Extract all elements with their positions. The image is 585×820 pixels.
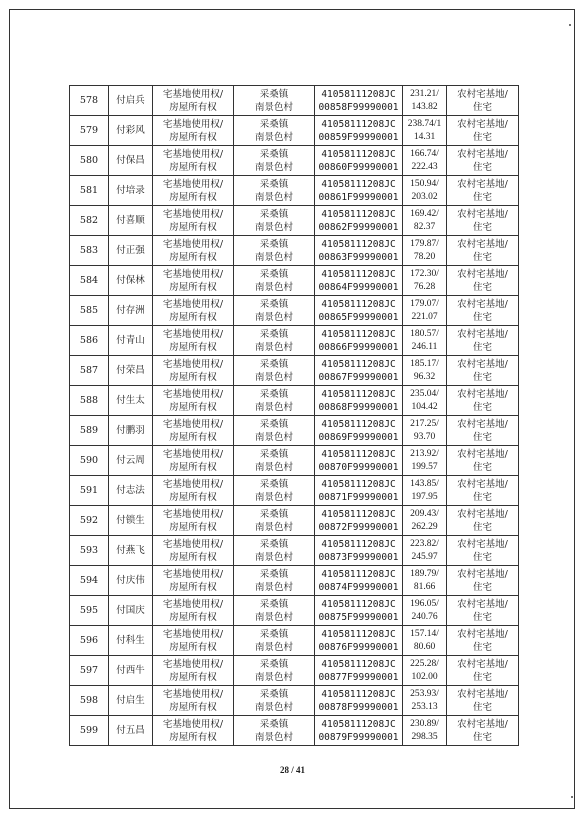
owner-name-cell: 付庆伟	[109, 566, 153, 596]
right-type-cell: 宅基地使用权/ 房屋所有权	[153, 356, 234, 386]
row-number-cell: 599	[70, 716, 109, 746]
page-number: 28 / 41	[279, 765, 305, 775]
location-cell: 采桑镇 南景色村	[234, 356, 315, 386]
area-cell: 180.57/ 246.11	[403, 326, 447, 356]
row-number-cell: 594	[70, 566, 109, 596]
table-row	[70, 506, 519, 536]
usage-cell: 农村宅基地/ 住宅	[447, 626, 519, 656]
location-cell: 采桑镇 南景色村	[234, 626, 315, 656]
area-cell: 166.74/ 222.43	[403, 146, 447, 176]
row-number-cell: 588	[70, 386, 109, 416]
right-type-cell: 宅基地使用权/ 房屋所有权	[153, 266, 234, 296]
area-cell: 217.25/ 93.70	[403, 416, 447, 446]
owner-name-cell: 付保林	[109, 266, 153, 296]
right-type-cell: 宅基地使用权/ 房屋所有权	[153, 86, 234, 116]
table-row	[70, 206, 519, 236]
row-number-cell: 586	[70, 326, 109, 356]
location-cell: 采桑镇 南景色村	[234, 686, 315, 716]
usage-cell: 农村宅基地/ 住宅	[447, 296, 519, 326]
row-number-cell: 583	[70, 236, 109, 266]
unit-code-cell: 41058111208JC 00865F99990001	[315, 296, 403, 326]
row-number-cell: 592	[70, 506, 109, 536]
right-type-cell: 宅基地使用权/ 房屋所有权	[153, 176, 234, 206]
unit-code-cell: 41058111208JC 00868F99990001	[315, 386, 403, 416]
owner-name-cell: 付云周	[109, 446, 153, 476]
right-type-cell: 宅基地使用权/ 房屋所有权	[153, 236, 234, 266]
location-cell: 采桑镇 南景色村	[234, 296, 315, 326]
unit-code-cell: 41058111208JC 00873F99990001	[315, 536, 403, 566]
location-cell: 采桑镇 南景色村	[234, 446, 315, 476]
owner-name-cell: 付青山	[109, 326, 153, 356]
right-type-cell: 宅基地使用权/ 房屋所有权	[153, 566, 234, 596]
row-number-cell: 595	[70, 596, 109, 626]
unit-code-cell: 41058111208JC 00872F99990001	[315, 506, 403, 536]
table-row	[70, 566, 519, 596]
row-number-cell: 590	[70, 446, 109, 476]
table-row	[70, 146, 519, 176]
usage-cell: 农村宅基地/ 住宅	[447, 656, 519, 686]
area-cell: 143.85/ 197.95	[403, 476, 447, 506]
table-row	[70, 326, 519, 356]
unit-code-cell: 41058111208JC 00866F99990001	[315, 326, 403, 356]
usage-cell: 农村宅基地/ 住宅	[447, 686, 519, 716]
location-cell: 采桑镇 南景色村	[234, 716, 315, 746]
area-cell: 209.43/ 262.29	[403, 506, 447, 536]
location-cell: 采桑镇 南景色村	[234, 386, 315, 416]
row-number-cell: 579	[70, 116, 109, 146]
location-cell: 采桑镇 南景色村	[234, 206, 315, 236]
row-number-cell: 580	[70, 146, 109, 176]
unit-code-cell: 41058111208JC 00863F99990001	[315, 236, 403, 266]
owner-name-cell: 付存洲	[109, 296, 153, 326]
table-row	[70, 356, 519, 386]
unit-code-cell: 41058111208JC 00869F99990001	[315, 416, 403, 446]
usage-cell: 农村宅基地/ 住宅	[447, 356, 519, 386]
right-type-cell: 宅基地使用权/ 房屋所有权	[153, 626, 234, 656]
row-number-cell: 581	[70, 176, 109, 206]
row-number-cell: 598	[70, 686, 109, 716]
owner-name-cell: 付科生	[109, 626, 153, 656]
owner-name-cell: 付培录	[109, 176, 153, 206]
location-cell: 采桑镇 南景色村	[234, 146, 315, 176]
area-cell: 235.04/ 104.42	[403, 386, 447, 416]
owner-name-cell: 付鹏羽	[109, 416, 153, 446]
usage-cell: 农村宅基地/ 住宅	[447, 146, 519, 176]
right-type-cell: 宅基地使用权/ 房屋所有权	[153, 146, 234, 176]
location-cell: 采桑镇 南景色村	[234, 86, 315, 116]
area-cell: 213.92/ 199.57	[403, 446, 447, 476]
table-row	[70, 686, 519, 716]
row-number-cell: 597	[70, 656, 109, 686]
usage-cell: 农村宅基地/ 住宅	[447, 386, 519, 416]
scan-speck	[569, 24, 571, 26]
right-type-cell: 宅基地使用权/ 房屋所有权	[153, 326, 234, 356]
row-number-cell: 589	[70, 416, 109, 446]
right-type-cell: 宅基地使用权/ 房屋所有权	[153, 446, 234, 476]
area-cell: 196.05/ 240.76	[403, 596, 447, 626]
location-cell: 采桑镇 南景色村	[234, 536, 315, 566]
usage-cell: 农村宅基地/ 住宅	[447, 446, 519, 476]
unit-code-cell: 41058111208JC 00875F99990001	[315, 596, 403, 626]
location-cell: 采桑镇 南景色村	[234, 266, 315, 296]
usage-cell: 农村宅基地/ 住宅	[447, 536, 519, 566]
unit-code-cell: 41058111208JC 00867F99990001	[315, 356, 403, 386]
usage-cell: 农村宅基地/ 住宅	[447, 716, 519, 746]
owner-name-cell: 付燕飞	[109, 536, 153, 566]
right-type-cell: 宅基地使用权/ 房屋所有权	[153, 206, 234, 236]
unit-code-cell: 41058111208JC 00861F99990001	[315, 176, 403, 206]
table-row	[70, 386, 519, 416]
unit-code-cell: 41058111208JC 00878F99990001	[315, 686, 403, 716]
area-cell: 223.82/ 245.97	[403, 536, 447, 566]
right-type-cell: 宅基地使用权/ 房屋所有权	[153, 536, 234, 566]
scan-speck	[571, 796, 573, 798]
right-type-cell: 宅基地使用权/ 房屋所有权	[153, 116, 234, 146]
usage-cell: 农村宅基地/ 住宅	[447, 476, 519, 506]
location-cell: 采桑镇 南景色村	[234, 506, 315, 536]
usage-cell: 农村宅基地/ 住宅	[447, 266, 519, 296]
area-cell: 230.89/ 298.35	[403, 716, 447, 746]
unit-code-cell: 41058111208JC 00871F99990001	[315, 476, 403, 506]
right-type-cell: 宅基地使用权/ 房屋所有权	[153, 386, 234, 416]
unit-code-cell: 41058111208JC 00864F99990001	[315, 266, 403, 296]
owner-name-cell: 付志法	[109, 476, 153, 506]
table-row	[70, 116, 519, 146]
unit-code-cell: 41058111208JC 00860F99990001	[315, 146, 403, 176]
usage-cell: 农村宅基地/ 住宅	[447, 566, 519, 596]
area-cell: 238.74/1 14.31	[403, 116, 447, 146]
area-cell: 225.28/ 102.00	[403, 656, 447, 686]
unit-code-cell: 41058111208JC 00859F99990001	[315, 116, 403, 146]
owner-name-cell: 付启兵	[109, 86, 153, 116]
location-cell: 采桑镇 南景色村	[234, 236, 315, 266]
registration-table	[69, 85, 519, 746]
right-type-cell: 宅基地使用权/ 房屋所有权	[153, 686, 234, 716]
row-number-cell: 585	[70, 296, 109, 326]
table-row	[70, 296, 519, 326]
owner-name-cell: 付荣昌	[109, 356, 153, 386]
row-number-cell: 591	[70, 476, 109, 506]
area-cell: 231.21/ 143.82	[403, 86, 447, 116]
right-type-cell: 宅基地使用权/ 房屋所有权	[153, 416, 234, 446]
location-cell: 采桑镇 南景色村	[234, 326, 315, 356]
location-cell: 采桑镇 南景色村	[234, 476, 315, 506]
location-cell: 采桑镇 南景色村	[234, 416, 315, 446]
owner-name-cell: 付锁生	[109, 506, 153, 536]
row-number-cell: 596	[70, 626, 109, 656]
table-row	[70, 446, 519, 476]
location-cell: 采桑镇 南景色村	[234, 656, 315, 686]
owner-name-cell: 付正强	[109, 236, 153, 266]
owner-name-cell: 付保昌	[109, 146, 153, 176]
area-cell: 179.07/ 221.07	[403, 296, 447, 326]
table-row	[70, 236, 519, 266]
unit-code-cell: 41058111208JC 00877F99990001	[315, 656, 403, 686]
owner-name-cell: 付生太	[109, 386, 153, 416]
table-row	[70, 476, 519, 506]
row-number-cell: 578	[70, 86, 109, 116]
usage-cell: 农村宅基地/ 住宅	[447, 506, 519, 536]
table-row	[70, 86, 519, 116]
table-row	[70, 176, 519, 206]
unit-code-cell: 41058111208JC 00858F99990001	[315, 86, 403, 116]
usage-cell: 农村宅基地/ 住宅	[447, 176, 519, 206]
unit-code-cell: 41058111208JC 00876F99990001	[315, 626, 403, 656]
area-cell: 157.14/ 80.60	[403, 626, 447, 656]
usage-cell: 农村宅基地/ 住宅	[447, 416, 519, 446]
unit-code-cell: 41058111208JC 00862F99990001	[315, 206, 403, 236]
usage-cell: 农村宅基地/ 住宅	[447, 596, 519, 626]
usage-cell: 农村宅基地/ 住宅	[447, 236, 519, 266]
owner-name-cell: 付西牛	[109, 656, 153, 686]
location-cell: 采桑镇 南景色村	[234, 116, 315, 146]
table-row	[70, 596, 519, 626]
owner-name-cell: 付彩风	[109, 116, 153, 146]
unit-code-cell: 41058111208JC 00879F99990001	[315, 716, 403, 746]
usage-cell: 农村宅基地/ 住宅	[447, 326, 519, 356]
location-cell: 采桑镇 南景色村	[234, 566, 315, 596]
owner-name-cell: 付国庆	[109, 596, 153, 626]
right-type-cell: 宅基地使用权/ 房屋所有权	[153, 296, 234, 326]
table-row	[70, 656, 519, 686]
owner-name-cell: 付启生	[109, 686, 153, 716]
location-cell: 采桑镇 南景色村	[234, 176, 315, 206]
table-row	[70, 266, 519, 296]
location-cell: 采桑镇 南景色村	[234, 596, 315, 626]
usage-cell: 农村宅基地/ 住宅	[447, 86, 519, 116]
usage-cell: 农村宅基地/ 住宅	[447, 116, 519, 146]
table-row	[70, 716, 519, 746]
table-row	[70, 536, 519, 566]
right-type-cell: 宅基地使用权/ 房屋所有权	[153, 596, 234, 626]
right-type-cell: 宅基地使用权/ 房屋所有权	[153, 506, 234, 536]
right-type-cell: 宅基地使用权/ 房屋所有权	[153, 716, 234, 746]
area-cell: 185.17/ 96.32	[403, 356, 447, 386]
area-cell: 189.79/ 81.66	[403, 566, 447, 596]
right-type-cell: 宅基地使用权/ 房屋所有权	[153, 476, 234, 506]
right-type-cell: 宅基地使用权/ 房屋所有权	[153, 656, 234, 686]
unit-code-cell: 41058111208JC 00870F99990001	[315, 446, 403, 476]
table-row	[70, 416, 519, 446]
unit-code-cell: 41058111208JC 00874F99990001	[315, 566, 403, 596]
row-number-cell: 584	[70, 266, 109, 296]
usage-cell: 农村宅基地/ 住宅	[447, 206, 519, 236]
owner-name-cell: 付五昌	[109, 716, 153, 746]
area-cell: 172.30/ 76.28	[403, 266, 447, 296]
area-cell: 169.42/ 82.37	[403, 206, 447, 236]
table-row	[70, 626, 519, 656]
area-cell: 253.93/ 253.13	[403, 686, 447, 716]
owner-name-cell: 付喜顺	[109, 206, 153, 236]
row-number-cell: 582	[70, 206, 109, 236]
area-cell: 179.87/ 78.20	[403, 236, 447, 266]
area-cell: 150.94/ 203.02	[403, 176, 447, 206]
row-number-cell: 593	[70, 536, 109, 566]
registration-table-body	[70, 86, 519, 746]
row-number-cell: 587	[70, 356, 109, 386]
